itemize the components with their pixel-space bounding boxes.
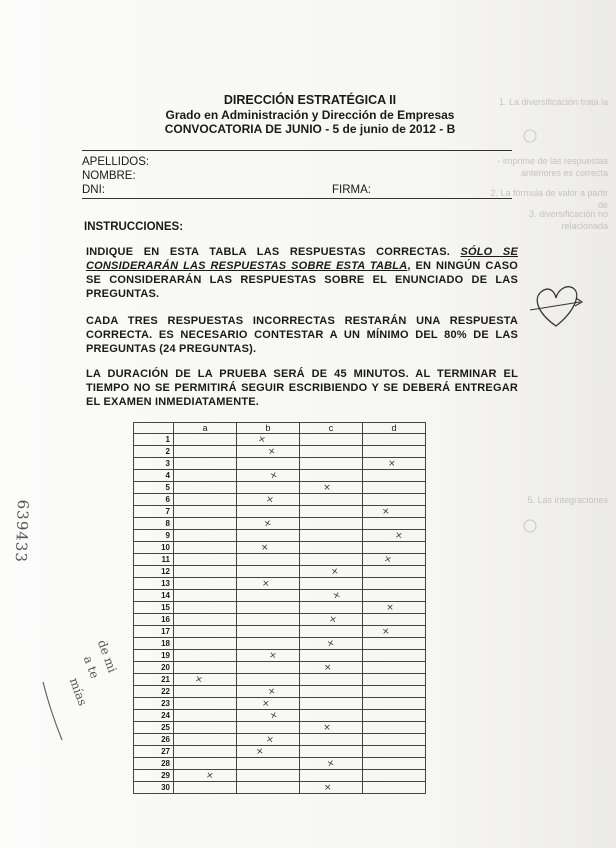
answer-cell-d[interactable] [363, 758, 426, 770]
answer-cell-a[interactable] [174, 674, 237, 686]
answer-cell-a[interactable] [174, 782, 237, 794]
cross-mark-icon: × [323, 663, 333, 674]
answer-cell-d[interactable] [363, 782, 426, 794]
handwritten-stroke [40, 680, 80, 750]
instructions-title: INSTRUCCIONES: [84, 221, 184, 233]
answer-cell-a[interactable] [174, 434, 237, 446]
instruction-text: , EN NINGÚN CASO SE CONSIDERARÁN LAS RESPUESTAS SOBRE EL ENUNCIADO DE LAS PREGUNTAS. [86, 260, 519, 300]
question-number: 11 [134, 554, 174, 566]
answer-cell-d[interactable] [363, 434, 426, 446]
field-rule [82, 198, 512, 199]
cross-mark-icon: × [323, 783, 333, 794]
question-number: 8 [134, 518, 174, 530]
answer-cell-b[interactable] [237, 686, 300, 698]
cross-mark-icon: × [326, 758, 336, 770]
answer-row [134, 470, 426, 482]
answer-row [134, 530, 426, 542]
cross-mark-icon: × [268, 710, 279, 723]
answer-cell-a[interactable] [174, 566, 237, 578]
answer-row [134, 614, 426, 626]
answer-cell-a[interactable] [174, 698, 237, 710]
answer-cell-d[interactable] [363, 614, 426, 626]
answer-cell-a[interactable] [174, 530, 237, 542]
cross-mark-icon: × [205, 770, 215, 782]
question-number: 10 [134, 542, 174, 554]
handwritten-id-number: 639433 [11, 499, 32, 564]
answer-cell-b[interactable] [237, 446, 300, 458]
field-rule [82, 150, 512, 151]
answer-cell-c[interactable] [300, 566, 363, 578]
answer-row [134, 434, 426, 446]
answer-cell-b[interactable] [237, 578, 300, 590]
question-number: 14 [134, 590, 174, 602]
answer-cell-d[interactable] [363, 530, 426, 542]
question-number: 19 [134, 650, 174, 662]
answer-table-header [134, 423, 426, 434]
option-column-header: b [237, 423, 300, 434]
answer-cell-a[interactable] [174, 626, 237, 638]
answer-cell-b[interactable] [237, 470, 300, 482]
bleed-text: 5. Las integraciones [527, 495, 608, 505]
answer-cell-a[interactable] [174, 722, 237, 734]
instruction-text: INDIQUE EN ESTA TABLA LAS RESPUESTAS CORRECTAS. [86, 246, 461, 258]
cross-mark-icon: × [255, 746, 265, 758]
question-number: 28 [134, 758, 174, 770]
question-number: 9 [134, 530, 174, 542]
question-number: 2 [134, 446, 174, 458]
answer-row [134, 506, 426, 518]
firma-field[interactable]: FIRMA: [332, 184, 371, 196]
answer-cell-a[interactable] [174, 578, 237, 590]
answer-cell-d[interactable] [363, 542, 426, 554]
cross-mark-icon: × [328, 614, 338, 626]
answer-cell-b[interactable] [237, 506, 300, 518]
bleed-text: 1. La diversificación trata la [498, 97, 608, 107]
dni-field[interactable]: DNI: [82, 184, 105, 196]
answer-cell-a[interactable] [174, 650, 237, 662]
handwritten-note: a te [80, 654, 102, 681]
bleed-text: 2. La fórmula de valor a partir de [490, 188, 608, 210]
cross-mark-icon: × [386, 603, 394, 614]
answer-cell-c[interactable] [300, 602, 363, 614]
cross-mark-icon: × [394, 530, 404, 542]
answer-cell-b[interactable] [237, 518, 300, 530]
instruction-paragraph-2: CADA TRES RESPUESTAS INCORRECTAS RESTARÁN UNA RESPUESTA CORRECTA. ES NECESARIO CONTESTAR A UN MÍNIMO DEL 80% DE LAS PREGUNTAS (24 PREGUNTAS). [86, 315, 518, 355]
number-column-header [134, 423, 174, 434]
question-number: 24 [134, 710, 174, 722]
answer-cell-a[interactable] [174, 554, 237, 566]
nombre-field[interactable]: NOMBRE: [82, 170, 136, 182]
answer-cell-b[interactable] [237, 734, 300, 746]
question-number: 16 [134, 614, 174, 626]
answer-cell-c[interactable] [300, 482, 363, 494]
answer-cell-a[interactable] [174, 602, 237, 614]
question-number: 21 [134, 674, 174, 686]
answer-row [134, 458, 426, 470]
question-number: 25 [134, 722, 174, 734]
answer-cell-c[interactable] [300, 626, 363, 638]
answer-cell-c[interactable] [300, 590, 363, 602]
cross-mark-icon: × [323, 483, 331, 494]
answer-cell-a[interactable] [174, 482, 237, 494]
answer-row [134, 722, 426, 734]
cross-mark-icon: × [381, 506, 391, 518]
answer-cell-a[interactable] [174, 494, 237, 506]
answer-cell-b[interactable] [237, 722, 300, 734]
cross-mark-icon: × [387, 459, 397, 470]
cross-mark-icon: × [261, 699, 271, 710]
question-number: 7 [134, 506, 174, 518]
answer-cell-c[interactable] [300, 434, 363, 446]
answer-cell-b[interactable] [237, 698, 300, 710]
answer-cell-b[interactable] [237, 614, 300, 626]
answer-row [134, 554, 426, 566]
apellidos-field[interactable]: APELLIDOS: [82, 156, 150, 168]
answer-cell-b[interactable] [237, 662, 300, 674]
answer-table [133, 422, 426, 794]
cross-mark-icon: × [326, 638, 336, 650]
answer-cell-b[interactable] [237, 530, 300, 542]
question-number: 6 [134, 494, 174, 506]
answer-cell-c[interactable] [300, 770, 363, 782]
answer-cell-c[interactable] [300, 554, 363, 566]
bleed-text: 3. diversificación no relacionada [528, 209, 608, 231]
answer-row [134, 494, 426, 506]
answer-cell-a[interactable] [174, 758, 237, 770]
bleed-circle [520, 126, 550, 156]
answer-row [134, 710, 426, 722]
answer-cell-d[interactable] [363, 518, 426, 530]
question-number: 26 [134, 734, 174, 746]
answer-row [134, 650, 426, 662]
answer-row [134, 734, 426, 746]
question-number: 3 [134, 458, 174, 470]
answer-cell-c[interactable] [300, 674, 363, 686]
answer-row [134, 578, 426, 590]
answer-cell-b[interactable] [237, 782, 300, 794]
answer-cell-c[interactable] [300, 734, 363, 746]
answer-cell-a[interactable] [174, 470, 237, 482]
cross-mark-icon: × [265, 734, 275, 746]
answer-cell-b[interactable] [237, 590, 300, 602]
answer-cell-d[interactable] [363, 578, 426, 590]
question-number: 22 [134, 686, 174, 698]
question-number: 18 [134, 638, 174, 650]
answer-cell-b[interactable] [237, 542, 300, 554]
answer-cell-d[interactable] [363, 506, 426, 518]
answer-cell-b[interactable] [237, 602, 300, 614]
cross-mark-icon: × [265, 494, 275, 506]
answer-cell-a[interactable] [174, 638, 237, 650]
heart-doodle-icon [528, 282, 584, 332]
cross-mark-icon: × [260, 543, 270, 554]
answer-cell-a[interactable] [174, 518, 237, 530]
instruction-emphasis: SÓLO SE CONSIDERARÁN LAS RESPUESTAS SOBRE ESTA TABLA [86, 246, 518, 272]
answer-row [134, 698, 426, 710]
cross-mark-icon: × [267, 446, 277, 458]
answer-cell-a[interactable] [174, 458, 237, 470]
cross-mark-icon: × [263, 518, 273, 530]
answer-cell-b[interactable] [237, 770, 300, 782]
cross-mark-icon: × [268, 470, 279, 483]
answer-cell-b[interactable] [237, 650, 300, 662]
answer-cell-b[interactable] [237, 434, 300, 446]
cross-mark-icon: × [381, 626, 391, 638]
answer-cell-a[interactable] [174, 506, 237, 518]
answer-row [134, 602, 426, 614]
question-number: 30 [134, 782, 174, 794]
answer-cell-b[interactable] [237, 746, 300, 758]
answer-cell-c[interactable] [300, 686, 363, 698]
answer-cell-b[interactable] [237, 638, 300, 650]
answer-cell-b[interactable] [237, 566, 300, 578]
answer-cell-d[interactable] [363, 494, 426, 506]
answer-cell-d[interactable] [363, 554, 426, 566]
answer-row [134, 758, 426, 770]
answer-cell-d[interactable] [363, 482, 426, 494]
answer-row [134, 626, 426, 638]
answer-cell-c[interactable] [300, 530, 363, 542]
answer-cell-d[interactable] [363, 674, 426, 686]
bleed-circle [520, 516, 550, 546]
session-title: CONVOCATORIA DE JUNIO - 5 de junio de 2012 - B [164, 122, 456, 136]
answer-cell-b[interactable] [237, 674, 300, 686]
answer-cell-c[interactable] [300, 746, 363, 758]
answer-cell-d[interactable] [363, 698, 426, 710]
answer-cell-d[interactable] [363, 626, 426, 638]
answer-cell-d[interactable] [363, 734, 426, 746]
option-column-header: a [174, 423, 237, 434]
answer-cell-a[interactable] [174, 686, 237, 698]
answer-cell-c[interactable] [300, 662, 363, 674]
cross-mark-icon: × [267, 686, 277, 698]
answer-cell-c[interactable] [300, 494, 363, 506]
answer-cell-d[interactable] [363, 590, 426, 602]
answer-cell-d[interactable] [363, 746, 426, 758]
answer-row [134, 482, 426, 494]
answer-cell-c[interactable] [300, 470, 363, 482]
question-number: 4 [134, 470, 174, 482]
course-title: DIRECCIÓN ESTRATÉGICA II [223, 93, 397, 107]
answer-cell-d[interactable] [363, 722, 426, 734]
answer-cell-c[interactable] [300, 578, 363, 590]
instruction-paragraph-3: LA DURACIÓN DE LA PRUEBA SERÁ DE 45 MINUTOS. AL TERMINAR EL TIEMPO NO SE PERMITIRÁ SEGUIR ESCRIBIENDO Y SE DEBERÁ ENTREGAR EL EXAMEN INMEDIATAMENTE. [86, 368, 518, 408]
question-number: 17 [134, 626, 174, 638]
answer-cell-d[interactable] [363, 770, 426, 782]
answer-cell-c[interactable] [300, 542, 363, 554]
handwritten-note: mías [66, 676, 90, 708]
answer-cell-c[interactable] [300, 458, 363, 470]
answer-cell-a[interactable] [174, 590, 237, 602]
answer-cell-b[interactable] [237, 554, 300, 566]
answer-cell-b[interactable] [237, 710, 300, 722]
answer-cell-c[interactable] [300, 638, 363, 650]
answer-row [134, 518, 426, 530]
question-number: 5 [134, 482, 174, 494]
answer-cell-d[interactable] [363, 458, 426, 470]
answer-cell-d[interactable] [363, 638, 426, 650]
answer-row [134, 686, 426, 698]
answer-cell-b[interactable] [237, 494, 300, 506]
answer-cell-a[interactable] [174, 614, 237, 626]
answer-row [134, 674, 426, 686]
answer-row [134, 566, 426, 578]
cross-mark-icon: × [268, 650, 278, 662]
answer-cell-a[interactable] [174, 734, 237, 746]
answer-cell-a[interactable] [174, 662, 237, 674]
answer-cell-a[interactable] [174, 770, 237, 782]
answer-row [134, 638, 426, 650]
answer-cell-b[interactable] [237, 758, 300, 770]
instruction-paragraph-1 [86, 245, 518, 301]
answer-cell-d[interactable] [363, 602, 426, 614]
cross-mark-icon: × [330, 566, 340, 578]
answer-cell-c[interactable] [300, 614, 363, 626]
answer-cell-c[interactable] [300, 758, 363, 770]
answer-cell-d[interactable] [363, 566, 426, 578]
question-number: 20 [134, 662, 174, 674]
answer-row [134, 446, 426, 458]
question-number: 13 [134, 578, 174, 590]
cross-mark-icon: × [323, 723, 331, 734]
answer-cell-c[interactable] [300, 518, 363, 530]
handwritten-note: de mi [94, 638, 120, 675]
question-number: 15 [134, 602, 174, 614]
question-number: 27 [134, 746, 174, 758]
answer-cell-c[interactable] [300, 722, 363, 734]
cross-mark-icon: × [257, 434, 267, 446]
answer-cell-c[interactable] [300, 698, 363, 710]
question-number: 23 [134, 698, 174, 710]
answer-cell-a[interactable] [174, 746, 237, 758]
question-number: 29 [134, 770, 174, 782]
answer-row [134, 770, 426, 782]
answer-cell-c[interactable] [300, 506, 363, 518]
answer-cell-d[interactable] [363, 650, 426, 662]
answer-cell-a[interactable] [174, 542, 237, 554]
answer-row [134, 542, 426, 554]
cross-mark-icon: × [261, 579, 271, 590]
answer-row [134, 782, 426, 794]
bleed-text: - imprime de las respuestas anteriores es correcta [497, 156, 608, 178]
answer-cell-d[interactable] [363, 686, 426, 698]
degree-title: Grado en Administración y Dirección de Empresas [165, 108, 455, 122]
answer-cell-c[interactable] [300, 710, 363, 722]
answer-row [134, 746, 426, 758]
answer-cell-c[interactable] [300, 446, 363, 458]
answer-row [134, 662, 426, 674]
question-number: 1 [134, 434, 174, 446]
answer-cell-b[interactable] [237, 626, 300, 638]
option-column-header: d [363, 423, 426, 434]
answer-cell-d[interactable] [363, 710, 426, 722]
cross-mark-icon: × [194, 674, 204, 686]
option-column-header: c [300, 423, 363, 434]
answer-cell-a[interactable] [174, 710, 237, 722]
answer-cell-b[interactable] [237, 458, 300, 470]
answer-row [134, 590, 426, 602]
answer-cell-d[interactable] [363, 662, 426, 674]
cross-mark-icon: × [331, 590, 342, 603]
answer-cell-b[interactable] [237, 482, 300, 494]
answer-cell-a[interactable] [174, 446, 237, 458]
answer-cell-d[interactable] [363, 470, 426, 482]
answer-cell-d[interactable] [363, 446, 426, 458]
question-number: 12 [134, 566, 174, 578]
cross-mark-icon: × [383, 554, 393, 566]
answer-cell-c[interactable] [300, 650, 363, 662]
answer-cell-c[interactable] [300, 782, 363, 794]
